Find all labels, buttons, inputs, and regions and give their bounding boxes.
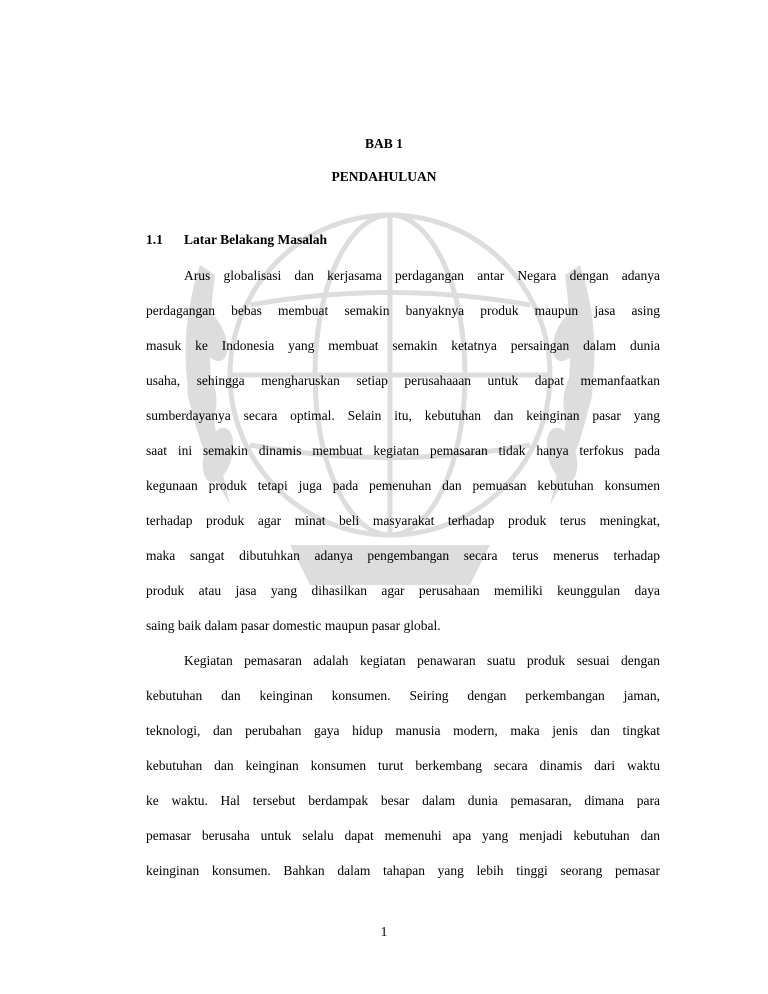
paragraph-line: produk atau jasa yang dihasilkan agar perusahaan memiliki keunggulan daya: [146, 583, 660, 598]
paragraph-line: kebutuhan dan keinginan konsumen turut berkembang secara dinamis dari waktu: [146, 758, 660, 773]
paragraph-line: keinginan konsumen. Bahkan dalam tahapan yang lebih tinggi seorang pemasar: [146, 863, 660, 878]
chapter-number: BAB 1: [365, 136, 403, 151]
paragraph-line: maka sangat dibutuhkan adanya pengembangan secara terus menerus terhadap: [146, 548, 660, 563]
paragraph-line: saat ini semakin dinamis membuat kegiatan pemasaran tidak hanya terfokus pada: [146, 443, 660, 458]
paragraph-line: masuk ke Indonesia yang membuat semakin ketatnya persaingan dalam dunia: [146, 338, 660, 353]
paragraph-line: sumberdayanya secara optimal. Selain itu, kebutuhan dan keinginan pasar yang: [146, 408, 660, 423]
paragraph-line: ke waktu. Hal tersebut berdampak besar dalam dunia pemasaran, dimana para: [146, 793, 660, 808]
paragraph-line: Kegiatan pemasaran adalah kegiatan penawaran suatu produk sesuai dengan: [184, 653, 660, 668]
paragraph-line: perdagangan bebas membuat semakin banyaknya produk maupun jasa asing: [146, 303, 660, 318]
section-title: Latar Belakang Masalah: [184, 232, 328, 247]
paragraph-line: kegunaan produk tetapi juga pada pemenuhan dan pemuasan kebutuhan konsumen: [146, 478, 660, 493]
section-number: 1.1: [146, 232, 163, 247]
paragraph-line: pemasar berusaha untuk selalu dapat memenuhi apa yang menjadi kebutuhan dan: [146, 828, 660, 843]
paragraph-line: usaha, sehingga mengharuskan setiap perusahaaan untuk dapat memanfaatkan: [146, 373, 660, 388]
page-number: 1: [380, 924, 388, 939]
paragraph-line: terhadap produk agar minat beli masyarakat terhadap produk terus meningkat,: [146, 513, 660, 528]
paragraph-line: kebutuhan dan keinginan konsumen. Seiring dengan perkembangan jaman,: [146, 688, 660, 703]
chapter-title: PENDAHULUAN: [331, 169, 437, 184]
paragraph-line: Arus globalisasi dan kerjasama perdagangan antar Negara dengan adanya: [184, 268, 660, 283]
section-heading: [146, 232, 327, 248]
paragraph-line: saing baik dalam pasar domestic maupun pasar global.: [146, 618, 441, 633]
paragraph-line: teknologi, dan perubahan gaya hidup manusia modern, maka jenis dan tingkat: [146, 723, 660, 738]
